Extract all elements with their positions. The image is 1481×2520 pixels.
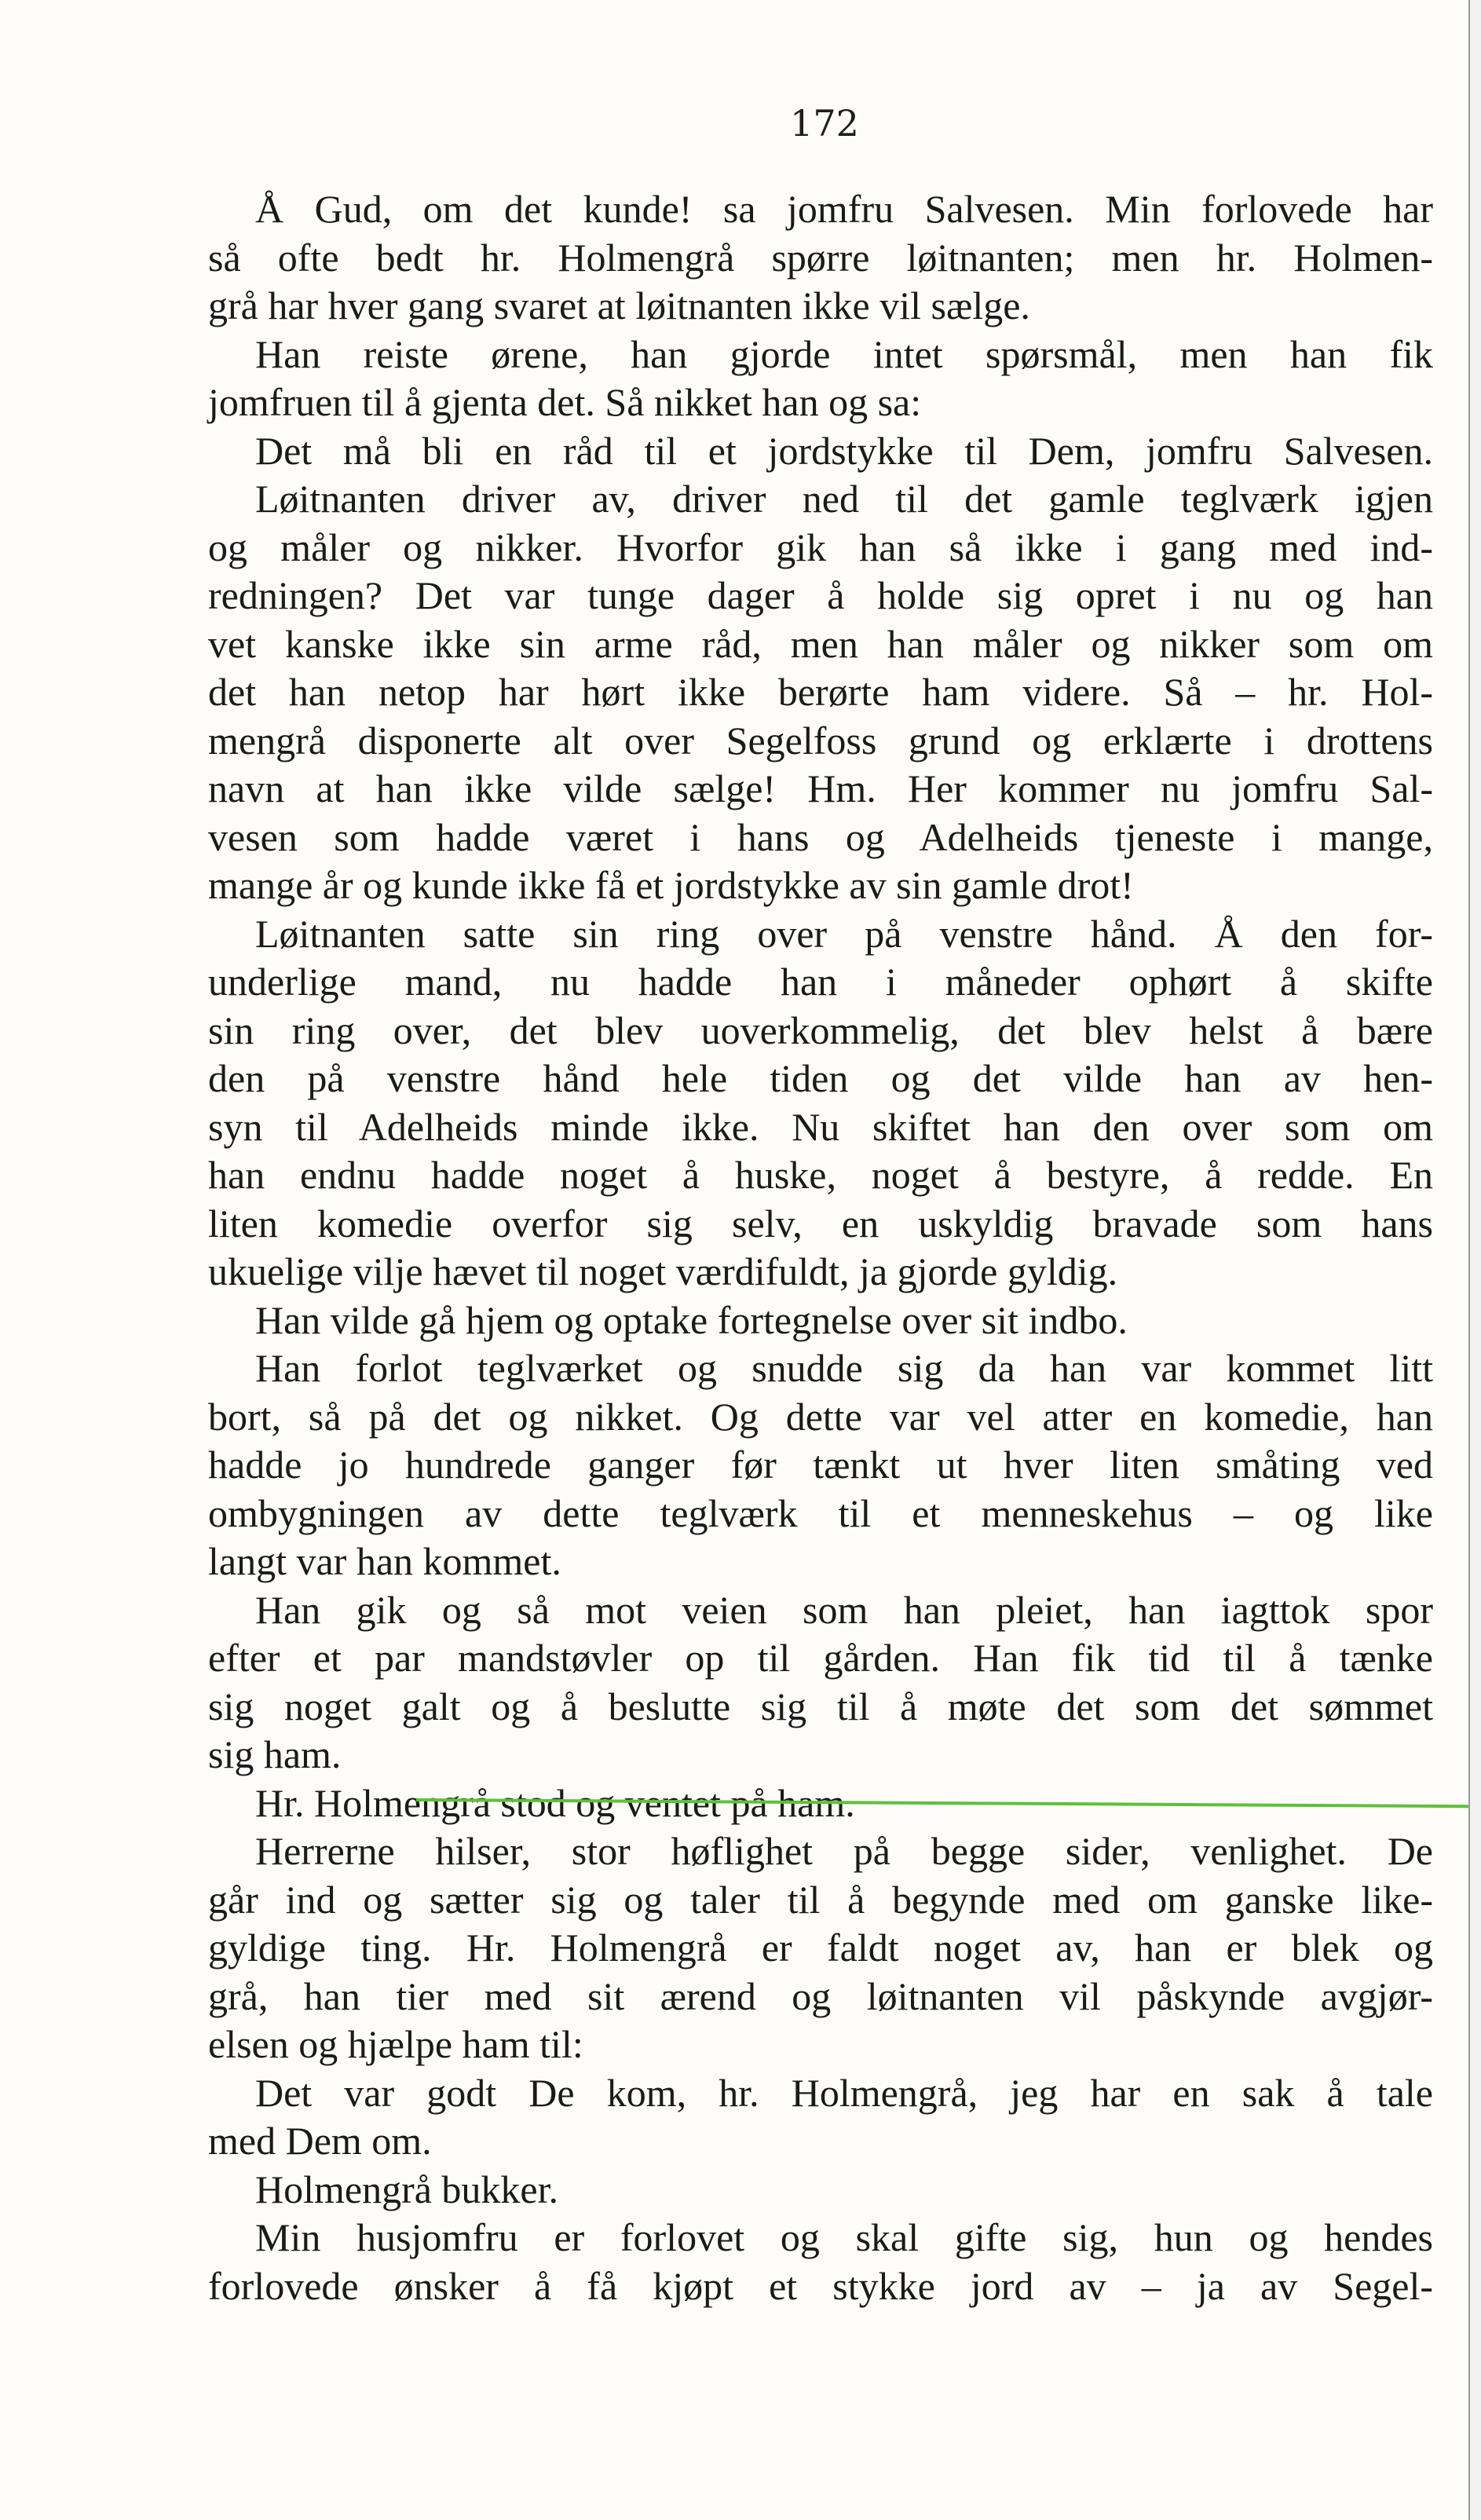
page-edge — [1468, 0, 1481, 2520]
text-line: sin ring over, det blev uoverkommelig, det blev helst å bære — [208, 1008, 1433, 1052]
text-line: redningen? Det var tunge dager å holde sig opret i nu og han — [208, 573, 1433, 617]
text-line: ukuelige vilje hævet til noget værdifuldt, ja gjorde gyldig. — [208, 1249, 1118, 1293]
text-line: Han forlot teglværket og snudde sig da han var kommet litt — [255, 1346, 1433, 1390]
text-line: med Dem om. — [208, 2119, 432, 2163]
page-number: 172 — [790, 102, 859, 144]
text-line: sig ham. — [208, 1732, 342, 1776]
text-line: Han gik og så mot veien som han pleiet, han iagttok spor — [255, 1587, 1433, 1632]
text-line: underlige mand, nu hadde han i måneder ophørt å skifte — [208, 960, 1433, 1004]
text-line: sig noget galt og å beslutte sig til å møte det som det sømmet — [208, 1684, 1433, 1728]
text-line: grå, han tier med sit ærend og løitnanten vil påskynde avgjør- — [208, 1973, 1433, 2018]
text-line: gyldige ting. Hr. Holmengrå er faldt noget av, han er blek og — [208, 1926, 1433, 1970]
text-line: Løitnanten driver av, driver ned til det gamle teglværk igjen — [255, 477, 1433, 521]
text-line: elsen og hjælpe ham til: — [208, 2022, 583, 2066]
text-line: mengrå disponerte alt over Segelfoss grund og erklærte i drottens — [208, 718, 1433, 763]
text-line: ombygningen av dette teglværk til et menneskehus – og like — [208, 1490, 1433, 1535]
text-line: Hr. Holmengrå stod og ventet på ham. — [255, 1780, 855, 1825]
text-line: bort, så på det og nikket. Og dette var vel atter en komedie, han — [208, 1394, 1433, 1439]
text-line: syn til Adelheids minde ikke. Nu skiftet han den over som om — [208, 1104, 1433, 1149]
text-line: Løitnanten satte sin ring over på venstre hånd. Å den for- — [255, 911, 1433, 956]
text-line: Han reiste ørene, han gjorde intet spørsmål, men han fik — [255, 331, 1433, 376]
text-line: mange år og kunde ikke få et jordstykke av sin gamle drot! — [208, 863, 1134, 907]
text-line: Han vilde gå hjem og optake fortegnelse over sit indbo. — [255, 1297, 1128, 1342]
text-line: grå har hver gang svaret at løitnanten ikke vil sælge. — [208, 283, 1030, 327]
text-line: og måler og nikker. Hvorfor gik han så ikke i gang med ind- — [208, 525, 1433, 569]
text-line: hadde jo hundrede ganger før tænkt ut hver liten småting ved — [208, 1443, 1433, 1487]
text-line: liten komedie overfor sig selv, en uskyldig bravade som hans — [208, 1201, 1433, 1245]
text-line: Å Gud, om det kunde! sa jomfru Salvesen. Min forlovede har — [255, 187, 1433, 231]
text-line: vet kanske ikke sin arme råd, men han måler og nikker som om — [208, 621, 1433, 666]
text-line: det han netop har hørt ikke berørte ham videre. Så – hr. Hol- — [208, 670, 1433, 714]
text-line: Det må bli en råd til et jordstykke til Dem, jomfru Salvesen. — [255, 428, 1433, 473]
text-line: Min husjomfru er forlovet og skal gifte sig, hun og hendes — [255, 2215, 1433, 2259]
text-line: efter et par mandstøvler op til gården. Han fik tid til å tænke — [208, 1636, 1433, 1680]
body-text — [208, 185, 1433, 2310]
text-line: forlovede ønsker å få kjøpt et stykke jord av – ja av Segel- — [208, 2263, 1433, 2308]
text-line: så ofte bedt hr. Holmengrå spørre løitnanten; men hr. Holmen- — [208, 235, 1433, 280]
text-line: langt var han kommet. — [208, 1539, 561, 1583]
text-line: går ind og sætter sig og taler til å begynde med om ganske like- — [208, 1877, 1433, 1922]
text-line: jomfruen til å gjenta det. Så nikket han og sa: — [208, 380, 922, 424]
text-line: Herrerne hilser, stor høflighet på begge sider, venlighet. De — [255, 1829, 1433, 1873]
text-line: Holmengrå bukker. — [255, 2167, 559, 2211]
text-line: vesen som hadde været i hans og Adelheids tjeneste i mange, — [208, 814, 1433, 859]
text-line: han endnu hadde noget å huske, noget å bestyre, å redde. En — [208, 1153, 1433, 1197]
text-line: navn at han ikke vilde sælge! Hm. Her kommer nu jomfru Sal- — [208, 766, 1433, 810]
text-line: den på venstre hånd hele tiden og det vilde han av hen- — [208, 1056, 1433, 1100]
text-line: Det var godt De kom, hr. Holmengrå, jeg har en sak å tale — [255, 2070, 1433, 2115]
